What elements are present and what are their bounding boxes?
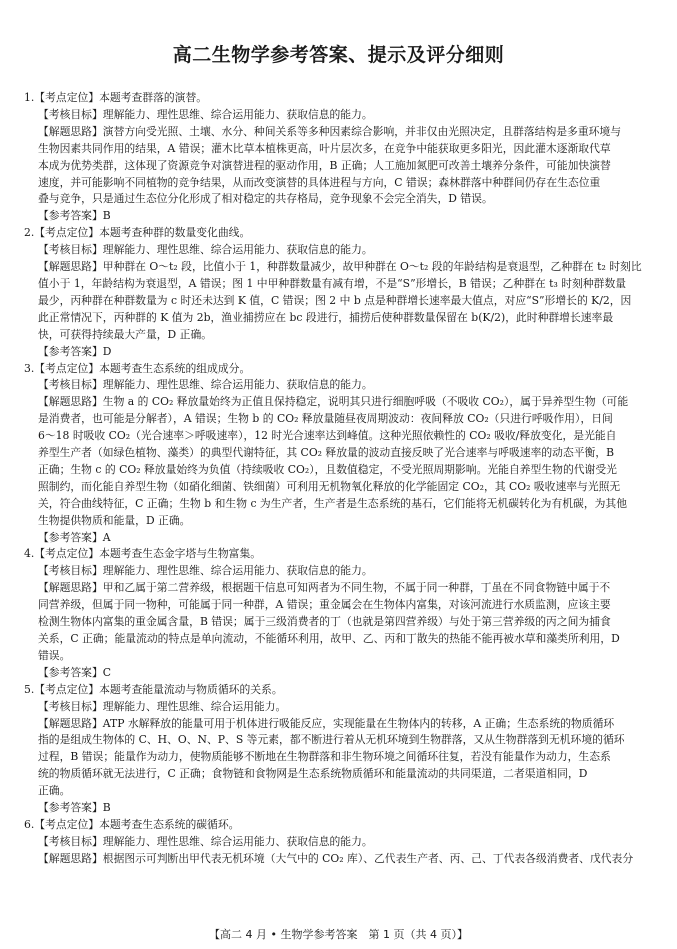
question-text-line: 照制约，而化能自养型生物（如硝化细菌、铁细菌）可利用无机物氧化释放的化学能固定 CO₂，其 CO₂ 吸收速率与光照无: [38, 479, 621, 493]
question-heading-line: 3.【考点定位】本题考查生态系统的组成成分。: [24, 361, 251, 375]
question-text-line: 同营养级，但属于同一物种，可能属于同一种群，A 错误；重金属会在生物体内富集，对该河流进行水质监测，应该主要: [38, 598, 611, 612]
question-block: [24, 817, 654, 868]
question-text-line: 【考核目标】理解能力、理性思维、综合运用能力、获取信息的能力。: [38, 243, 373, 257]
question-text-line: 【解题思路】演替方向受光照、土壤、水分、种间关系等多种因素综合影响，并非仅由光照决定，且群落结构是多重环境与: [38, 124, 622, 138]
question-text-line: 检测生物体内富集的重金属含量，B 错误；属于三级消费者的丁（也就是第四营养级）与处于第三营养级的丙之间为捕食: [38, 615, 611, 629]
question-text-line: 【参考答案】D: [38, 344, 112, 358]
question-block: [24, 225, 654, 360]
answer-content: [24, 90, 654, 868]
question-text-line: 【参考答案】C: [38, 665, 112, 679]
question-heading-line: 4.【考点定位】本题考查生态金字塔与生物富集。: [24, 547, 262, 561]
question-text-line: 指的是组成生物体的 C、H、O、N、P、S 等元素，都不断进行着从无机环境到生物群落，又从生物群落到无机环境的循环: [38, 733, 625, 747]
question-text-line: 正确。: [38, 784, 71, 798]
question-text-line: 生物提供物质和能量，D 正确。: [38, 513, 191, 527]
question-text-line: 是消费者，也可能是分解者），A 错误；生物 b 的 CO₂ 释放量随昼夜周期波动：夜间释放 CO₂（只进行呼吸作用），日间: [38, 412, 613, 426]
question-text-line: 关系，C 正确；能量流动的特点是单向流动，不能循环利用，故甲、乙、丙和丁散失的热能不能再被水草和藻类所利用，D: [38, 632, 620, 645]
question-heading-line: 5.【考点定位】本题考查能量流动与物质循环的关系。: [24, 682, 283, 696]
question-text-line: 生物因素共同作用的结果，A 错误；灌木比草本植株更高，叶片层次多，在竞争中能获取更多阳光，因此灌木逐渐取代草: [38, 141, 611, 155]
question-heading-line: 2.【考点定位】本题考查种群的数量变化曲线。: [24, 226, 251, 240]
question-text-line: 【解题思路】根据图示可判断出甲代表无机环境（大气中的 CO₂ 库）、乙代表生产者、丙、己、丁代表各级消费者、戊代表分: [38, 851, 634, 865]
question-text-line: 养型生产者（如绿色植物、藻类）的典型代谢特征，其 CO₂ 释放量的波动直接反映了光合速率与呼吸速率的动态平衡，B: [38, 446, 615, 460]
question-text-line: 6～18 时吸收 CO₂（光合速率＞呼吸速率），12 时光合速率达到峰值。这种光照依赖性的 CO₂ 吸收/释放变化，是光能自: [38, 429, 617, 443]
question-text-line: 【参考答案】B: [38, 209, 111, 223]
question-block: [24, 546, 654, 681]
question-text-line: 【解题思路】ATP 水解释放的能量可用于机体进行吸能反应，实现能量在生物体内的转移，A 正确；生态系统的物质循环: [38, 716, 615, 730]
question-text-line: 本成为优势类群，这体现了资源竞争对演替进程的驱动作用，B 正确；人工施加氮肥可改善土壤养分条件，可能加快演替: [38, 158, 611, 172]
question-block: [24, 682, 654, 817]
question-heading-line: 6.【考点定位】本题考查生态系统的碳循环。: [24, 817, 240, 831]
question-text-line: 【考核目标】理解能力、理性思维、综合运用能力、获取信息的能力。: [38, 834, 373, 848]
question-text-line: 【解题思路】生物 a 的 CO₂ 释放量始终为正值且保持稳定，说明其只进行细胞呼吸（不吸收 CO₂），属于异养型生物（可能: [38, 395, 629, 409]
question-text-line: 【参考答案】B: [38, 801, 111, 815]
question-block: [24, 361, 654, 547]
question-text-line: 正确；生物 c 的 CO₂ 释放量始终为负值（持续吸收 CO₂），且数值稳定，不受光照周期影响。光能自养型生物的代谢受光: [38, 462, 617, 476]
question-text-line: 快，可获得持续最大产量，D 正确。: [38, 327, 213, 341]
question-text-line: 关，符合曲线特征，C 正确；生物 b 和生物 c 为生产者，生产者是生态系统的基石，它们能将无机碳转化为有机碳，为其他: [38, 496, 628, 510]
question-block: [24, 90, 654, 225]
question-text-line: 最少，丙种群在种群数量为 c 时还未达到 K 值，C 错误；图 2 中 b 点是种群增长速率最大值点，对应“S”形增长的 K/2，因: [38, 293, 632, 307]
question-text-line: 统的物质循环就无法进行，C 正确；食物链和食物网是生态系统物质循环和能量流动的共同渠道，二者渠道相同，D: [38, 767, 588, 781]
question-text-line: 值小于 1，年龄结构为衰退型，A 错误；图 1 中甲种群数量有减有增，不是“S”形增长，B 错误；乙种群在 t₃ 时刻种群数量: [38, 276, 627, 290]
question-heading-line: 1.【考点定位】本题考查群落的演替。: [24, 91, 208, 104]
question-text-line: 【考核目标】理解能力、理性思维、综合运用能力、获取信息的能力。: [38, 107, 373, 121]
question-text-line: 速度，并可能影响不同植物的竞争结果，从而改变演替的具体进程与方向，C 错误；森林群落中种群间仍存在生态位重: [38, 175, 601, 189]
page-footer: 【高二 4 月 • 生物学参考答案 第 1 页（共 4 页）】: [209, 928, 468, 941]
question-text-line: 【考核目标】理解能力、理性思维、综合运用能力、获取信息的能力。: [38, 378, 373, 392]
question-text-line: 【解题思路】甲种群在 O～t₂ 段，比值小于 1，种群数量减少，故甲种群在 O～t₂ 段的年龄结构是衰退型，乙种群在 t₂ 时刻比: [38, 260, 642, 274]
question-text-line: 错误。: [38, 648, 71, 662]
question-text-line: 【考核目标】理解能力、理性思维、综合运用能力。: [38, 699, 287, 713]
page-title: 高二生物学参考答案、提示及评分细则: [172, 44, 505, 66]
question-text-line: 叠与竞争，只是通过生态位分化形成了相对稳定的共存格局，竞争现象不会完全消失，D 错误。: [38, 192, 493, 206]
question-text-line: 此正常情况下，丙种群的 K 值为 2b，渔业捕捞应在 bc 段进行，捕捞后使种群数量保留在 b(K/2)，此时种群增长速率最: [38, 310, 614, 324]
question-text-line: 【解题思路】甲和乙属于第二营养级，根据题干信息可知两者为不同生物，不属于同一种群，丁虽在不同食物链中属于不: [38, 581, 611, 595]
question-text-line: 过程，B 错误；能量作为动力，使物质能够不断地在生物群落和非生物环境之间循环往复，若没有能量作为动力，生态系: [38, 750, 611, 764]
question-text-line: 【参考答案】A: [38, 530, 111, 544]
question-text-line: 【考核目标】理解能力、理性思维、综合运用能力、获取信息的能力。: [38, 564, 373, 578]
